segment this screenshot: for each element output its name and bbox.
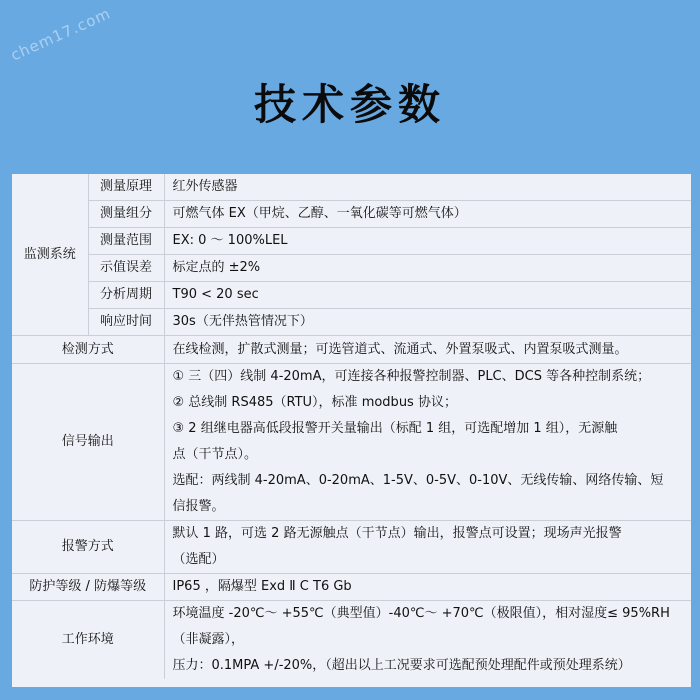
row-value: T90 < 20 sec	[164, 282, 691, 309]
row-label: 测量组分	[88, 201, 164, 228]
env-line: （非凝露），	[172, 632, 245, 647]
row-value: 红外传感器	[164, 174, 691, 201]
signal-line: 信报警。	[172, 499, 225, 514]
row-label: 示值误差	[88, 255, 164, 282]
row-label: 分析周期	[88, 282, 164, 309]
signal-line: ③ 2 组继电器高低段报警开关量输出（标配 1 组，可选配增加 1 组），无源触	[172, 421, 618, 436]
signal-line: 选配：两线制 4-20mA、0-20mA、1-5V、0-5V、0-10V、无线传输、网络传输、短	[172, 473, 664, 488]
table-row	[12, 282, 691, 309]
table-row	[12, 174, 691, 201]
env-line: 压力：0.1MPA +/-20%，（超出以上工况要求可选配预处理配件或预处理系统）	[172, 658, 631, 673]
row-label: 响应时间	[88, 309, 164, 336]
page-title: 技术参数	[253, 80, 446, 129]
row-label-protect: 防护等级 / 防爆等级	[12, 574, 164, 601]
table-row	[12, 601, 691, 680]
row-value-env	[164, 601, 691, 680]
spec-table-panel	[12, 174, 691, 687]
spec-table	[12, 174, 691, 679]
row-value-signal	[164, 364, 691, 521]
row-label: 测量范围	[88, 228, 164, 255]
group-label-monitor: 监测系统	[12, 174, 88, 336]
table-row	[12, 574, 691, 601]
row-value-alarm	[164, 521, 691, 574]
table-row	[12, 228, 691, 255]
signal-line: 点（干节点）。	[172, 447, 258, 462]
alarm-line: 默认 1 路，可选 2 路无源触点（干节点）输出，报警点可设置；现场声光报警	[172, 526, 622, 541]
row-value: EX: 0 ～ 100%LEL	[164, 228, 691, 255]
table-row	[12, 521, 691, 574]
row-value: 30s（无伴热管情况下）	[164, 309, 691, 336]
signal-line: ① 三（四）线制 4-20mA，可连接各种报警控制器、PLC、DCS 等各种控制系统；	[172, 369, 651, 384]
alarm-line: （选配）	[172, 552, 225, 567]
row-label-signal: 信号输出	[12, 364, 164, 521]
row-value: 可燃气体 EX（甲烷、乙醇、一氧化碳等可燃气体）	[164, 201, 691, 228]
env-line: 环境温度 -20℃～ +55℃（典型值）-40℃～ +70℃（极限值），相对湿度≤ 95%RH	[172, 606, 670, 621]
signal-line: ② 总线制 RS485（RTU），标准 modbus 协议；	[172, 395, 457, 410]
row-label-detect: 检测方式	[12, 336, 164, 364]
table-row	[12, 255, 691, 282]
row-label: 测量原理	[88, 174, 164, 201]
row-label-env: 工作环境	[12, 601, 164, 680]
row-label-alarm: 报警方式	[12, 521, 164, 574]
table-row	[12, 336, 691, 364]
row-value-protect: IP65 ，隔爆型 Exd Ⅱ C T6 Gb	[164, 574, 691, 601]
table-row	[12, 364, 691, 521]
watermark: chem17.com	[8, 4, 114, 65]
row-value-detect: 在线检测，扩散式测量；可选管道式、流通式、外置泵吸式、内置泵吸式测量。	[164, 336, 691, 364]
bottom-strip	[12, 687, 691, 700]
table-row	[12, 201, 691, 228]
row-value: 标定点的 ±2%	[164, 255, 691, 282]
table-row	[12, 309, 691, 336]
